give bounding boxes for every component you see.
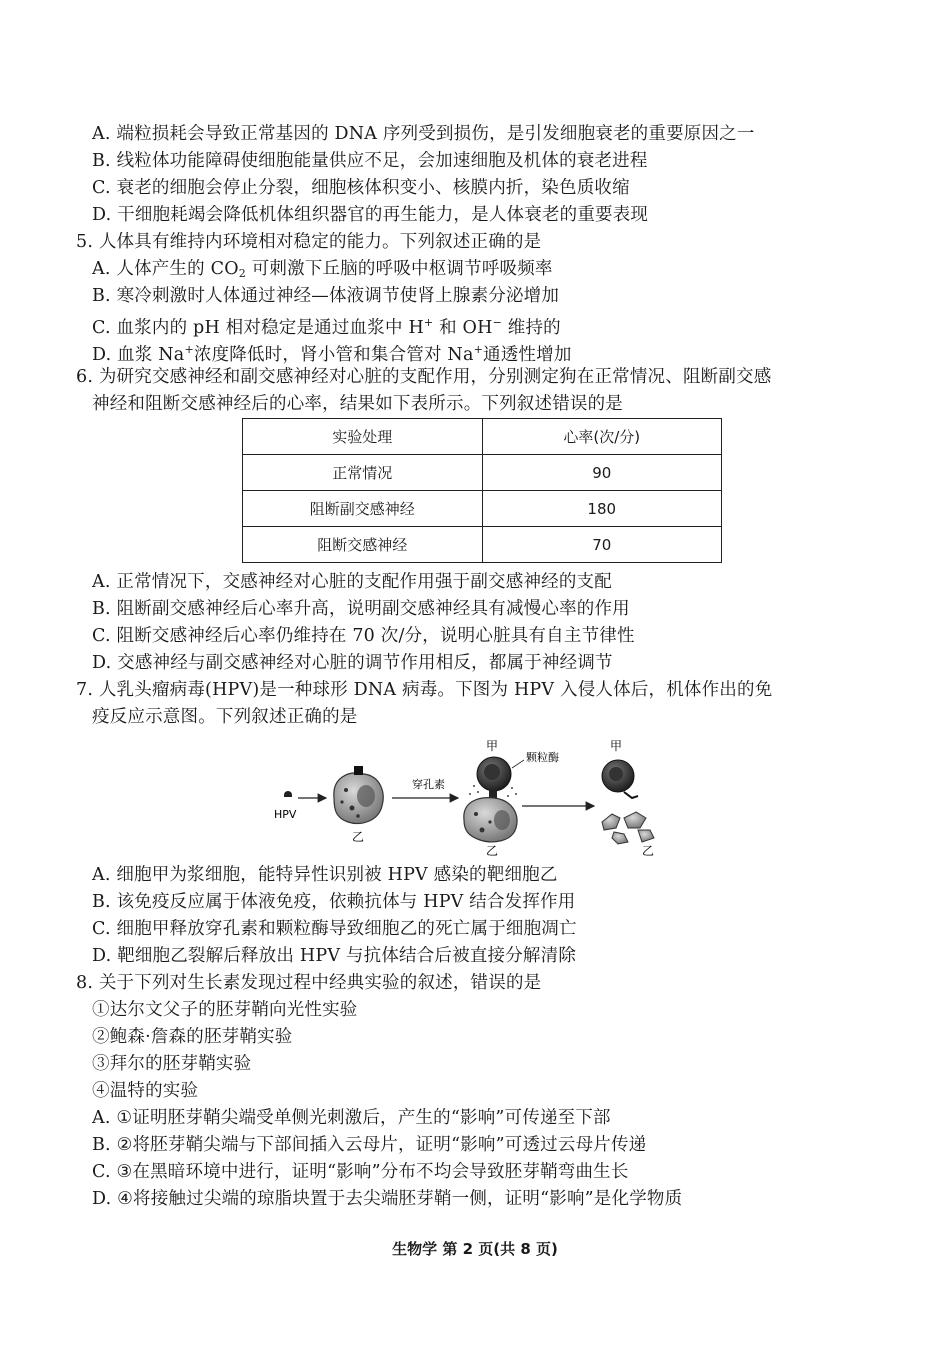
hpv-label: HPV bbox=[274, 808, 297, 821]
heart-rate-table bbox=[242, 418, 722, 563]
table-cell: 阻断副交感神经 bbox=[243, 491, 483, 527]
q6-stem-line1: 6. 为研究交感神经和副交感神经对心脏的支配作用，分别测定狗在正常情况、阻断副交感 bbox=[76, 367, 772, 387]
q7-option-d: D. 靶细胞乙裂解后释放出 HPV 与抗体结合后被直接分解清除 bbox=[92, 946, 577, 966]
cell-yi-label: 乙 bbox=[352, 830, 365, 844]
q8-option-b: B. ②将胚芽鞘尖端与下部间插入云母片，证明“影响”可透过云母片传递 bbox=[92, 1135, 647, 1155]
table-cell: 180 bbox=[482, 491, 722, 527]
q5-option-a: A. 人体产生的 $CO_2$ 可刺激下丘脑的呼吸中枢调节呼吸频率 bbox=[92, 259, 553, 280]
q7-stem-line2: 疫反应示意图。下列叙述正确的是 bbox=[92, 707, 358, 727]
q8-item-1: ①达尔文父子的胚芽鞘向光性实验 bbox=[92, 1000, 358, 1020]
q6-option-b: B. 阻断副交感神经后心率升高，说明副交感神经具有减慢心率的作用 bbox=[92, 599, 630, 619]
q8-item-3: ③拜尔的胚芽鞘实验 bbox=[92, 1054, 252, 1074]
q6-stem-line2: 神经和阻断交感神经后的心率，结果如下表所示。下列叙述错误的是 bbox=[92, 394, 623, 414]
q7-option-b: B. 该免疫反应属于体液免疫，依赖抗体与 HPV 结合发挥作用 bbox=[92, 892, 576, 912]
hpv-virus-icon bbox=[284, 791, 292, 797]
t-cell-icon bbox=[477, 757, 511, 798]
q6-option-a: A. 正常情况下，交感神经对心脏的支配作用强于副交感神经的支配 bbox=[92, 572, 612, 592]
table-cell: 阻断交感神经 bbox=[243, 527, 483, 563]
cell-jia-label: 甲 bbox=[610, 739, 623, 753]
perforin-label: 穿孔素 bbox=[412, 778, 445, 791]
cell-jia-label: 甲 bbox=[486, 739, 499, 753]
table-row bbox=[243, 455, 722, 491]
q4-option-b: B. 线粒体功能障碍使细胞能量供应不足，会加速细胞及机体的衰老进程 bbox=[92, 151, 648, 171]
table-row bbox=[243, 527, 722, 563]
q4-option-c: C. 衰老的细胞会停止分裂，细胞核体积变小、核膜内折，染色质收缩 bbox=[92, 178, 630, 198]
t-cell-icon bbox=[602, 760, 638, 798]
q8-item-2: ②鲍森·詹森的胚芽鞘实验 bbox=[92, 1027, 293, 1047]
table-row bbox=[243, 491, 722, 527]
q8-item-4: ④温特的实验 bbox=[92, 1081, 199, 1101]
table-header-row bbox=[243, 419, 722, 455]
lysed-cell-icon bbox=[602, 812, 654, 844]
q8-option-d: D. ④将接触过尖端的琼脂块置于去尖端胚芽鞘一侧，证明“影响”是化学物质 bbox=[92, 1189, 683, 1209]
table-header: 实验处理 bbox=[243, 419, 483, 455]
q7-stem-line1: 7. 人乳头瘤病毒(HPV)是一种球形 DNA 病毒。下图为 HPV 入侵人体后，机体作出的免 bbox=[76, 680, 773, 700]
target-cell-icon bbox=[334, 766, 383, 823]
q8-option-a: A. ①证明胚芽鞘尖端受单侧光刺激后，产生的“影响”可传递至下部 bbox=[92, 1108, 611, 1128]
q4-option-a: A. 端粒损耗会导致正常基因的 DNA 序列受到损伤，是引发细胞衰老的重要原因之一 bbox=[92, 124, 755, 144]
q6-option-c: C. 阻断交感神经后心率仍维持在 70 次/分，说明心脏具有自主节律性 bbox=[92, 626, 635, 646]
page-footer: 生物学 第 2 页(共 8 页) bbox=[392, 1240, 558, 1258]
q8-stem: 8. 关于下列对生长素发现过程中经典实验的叙述，错误的是 bbox=[76, 973, 542, 993]
q7-option-a: A. 细胞甲为浆细胞，能特异性识别被 HPV 感染的靶细胞乙 bbox=[92, 865, 558, 885]
table-cell: 90 bbox=[482, 455, 722, 491]
q5-option-b: B. 寒冷刺激时人体通过神经—体液调节使肾上腺素分泌增加 bbox=[92, 286, 560, 306]
table-header: 心率(次/分) bbox=[482, 419, 722, 455]
target-cell-icon bbox=[464, 798, 517, 842]
cell-yi-label: 乙 bbox=[486, 844, 499, 858]
q5-option-d: D. 血浆 Na+浓度降低时，肾小管和集合管对 Na+通透性增加 bbox=[92, 343, 572, 365]
table-cell: 70 bbox=[482, 527, 722, 563]
granzyme-label: 颗粒酶 bbox=[526, 751, 559, 764]
q5-option-c: C. 血浆内的 pH 相对稳定是通过血浆中 H+ 和 OH− 维持的 bbox=[92, 316, 561, 338]
q4-option-d: D. 干细胞耗竭会降低机体组织器官的再生能力，是人体衰老的重要表现 bbox=[92, 205, 649, 225]
cell-yi-label: 乙 bbox=[642, 844, 655, 858]
q7-option-c: C. 细胞甲释放穿孔素和颗粒酶导致细胞乙的死亡属于细胞凋亡 bbox=[92, 919, 577, 939]
q8-option-c: C. ③在黑暗环境中进行，证明“影响”分布不均会导致胚芽鞘弯曲生长 bbox=[92, 1162, 629, 1182]
table-cell: 正常情况 bbox=[243, 455, 483, 491]
q5-stem: 5. 人体具有维持内环境相对稳定的能力。下列叙述正确的是 bbox=[76, 232, 542, 252]
hpv-immune-figure bbox=[268, 736, 688, 858]
q6-option-d: D. 交感神经与副交感神经对心脏的调节作用相反，都属于神经调节 bbox=[92, 653, 613, 673]
